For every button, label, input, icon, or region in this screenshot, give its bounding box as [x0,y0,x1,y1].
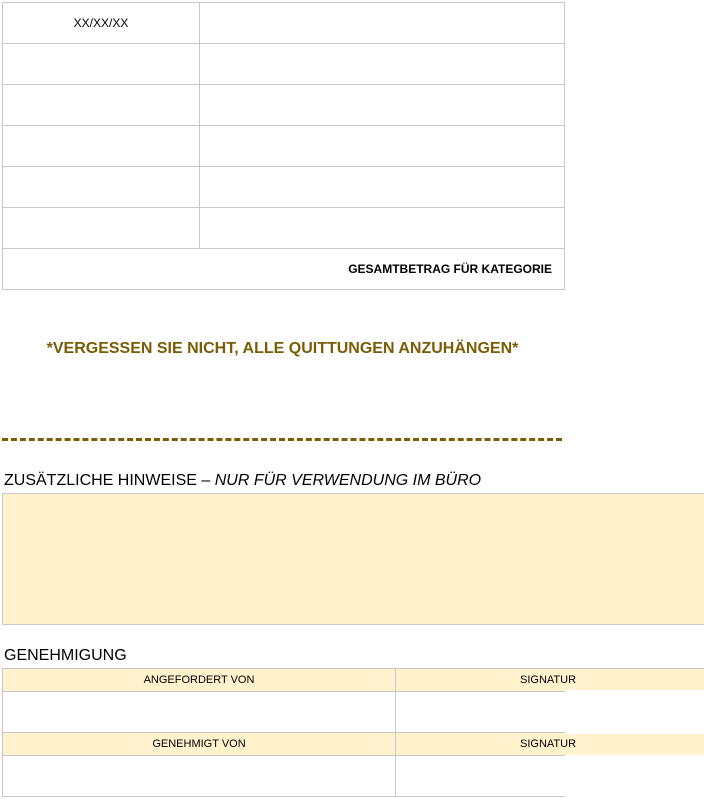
table-row [3,126,565,167]
date-cell[interactable] [3,167,200,208]
date-cell[interactable] [3,85,200,126]
table-row [3,44,565,85]
table-row [3,208,565,249]
requested-by-label: ANGEFORDERT VON [3,669,396,692]
total-row [3,249,565,290]
page-edge-mask [565,625,704,668]
category-total-label: GESAMTBETRAG FÜR KATEGORIE [3,249,565,290]
signature-label [396,733,704,756]
approved-by-field[interactable] [3,756,396,797]
amount-cell[interactable] [200,208,565,249]
date-cell[interactable] [3,126,200,167]
amount-cell[interactable] [200,44,565,85]
page-edge-mask [565,690,704,734]
signature-label-text: SIGNATUR [520,674,577,686]
notes-heading-text: ZUSÄTZLICHE HINWEISE – [4,472,215,489]
date-cell[interactable]: XX/XX/XX [3,3,200,44]
table-row [3,85,565,126]
date-cell[interactable] [3,44,200,85]
amount-cell[interactable] [200,85,565,126]
notes-heading [4,472,481,490]
amount-cell[interactable] [200,126,565,167]
requested-by-field[interactable] [3,692,396,733]
notes-heading-office-only: NUR FÜR VERWENDUNG IM BÜRO [214,472,482,489]
table-row [3,669,704,692]
page-edge-mask [565,0,704,493]
additional-notes-field[interactable] [2,493,704,625]
approval-heading: GENEHMIGUNG [4,647,127,664]
cut-line-divider [2,438,562,441]
signature-label [396,669,704,692]
amount-cell[interactable] [200,167,565,208]
amount-cell[interactable] [200,3,565,44]
page-edge-mask [565,755,704,799]
table-row [3,733,704,756]
signature-label-text: SIGNATUR [520,738,577,750]
date-cell[interactable] [3,208,200,249]
approved-by-label: GENEHMIGT VON [3,733,396,756]
receipts-reminder: *VERGESSEN SIE NICHT, ALLE QUITTUNGEN ANZUHÄNGEN* [46,340,519,357]
expense-table [2,2,565,290]
table-row [3,3,565,44]
table-row [3,167,565,208]
